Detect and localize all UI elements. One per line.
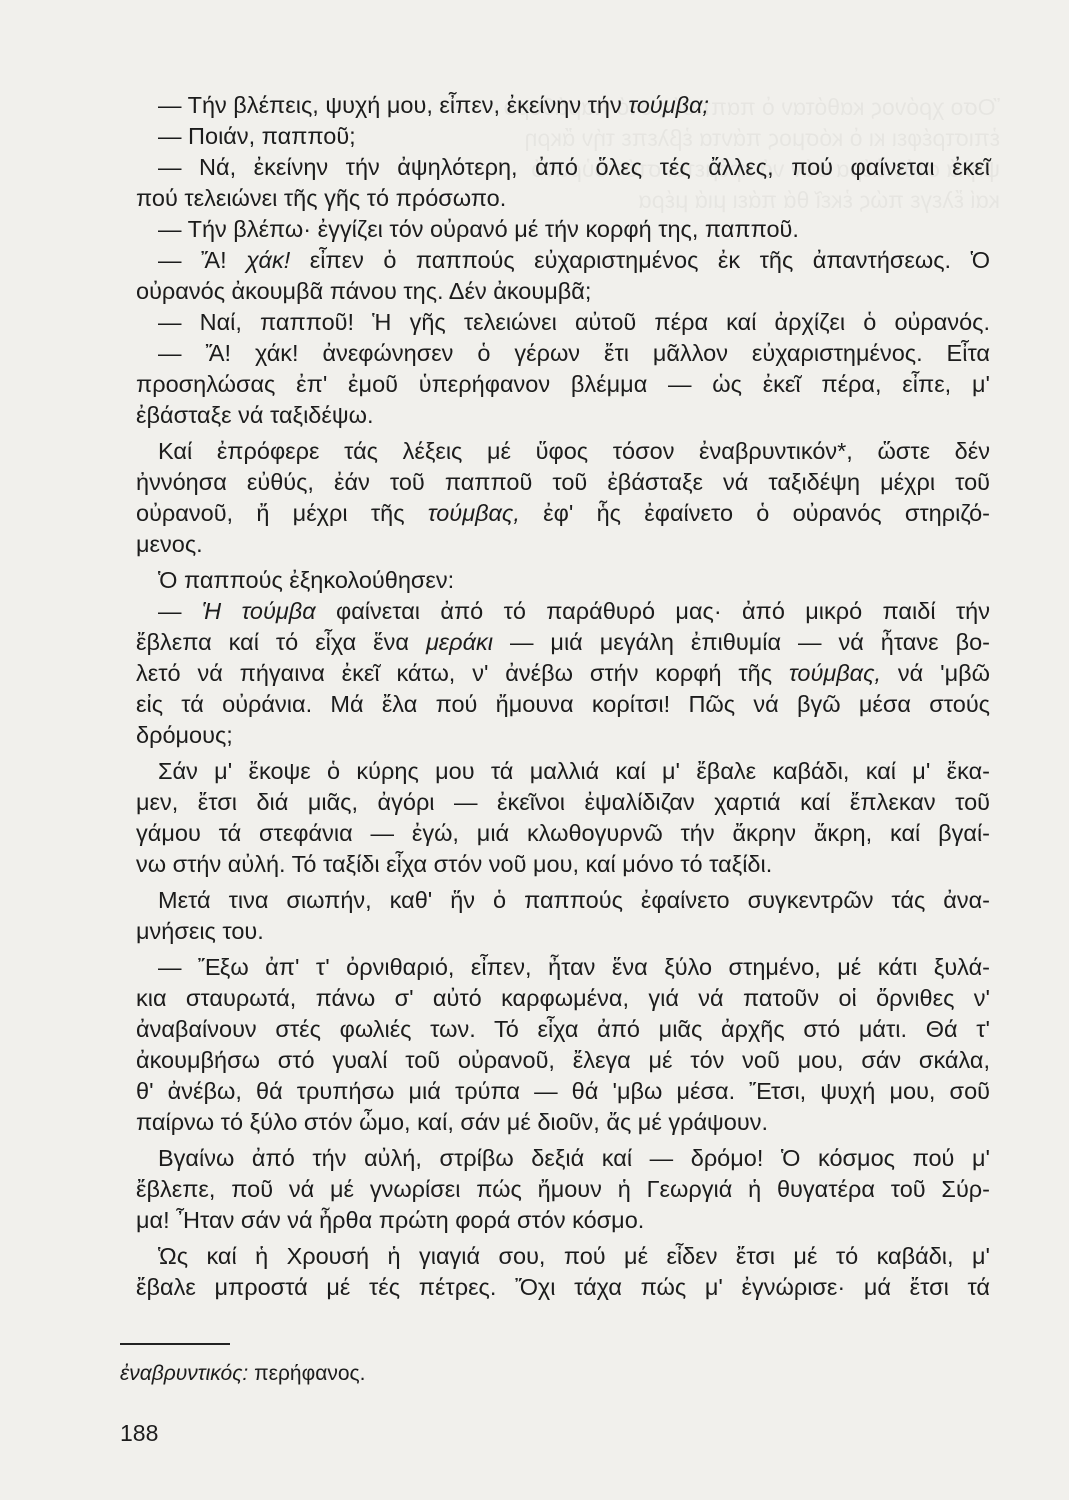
footnote-divider — [120, 1343, 230, 1345]
text-line — [136, 1272, 990, 1303]
text-line — [136, 276, 990, 307]
text-run: — Ἔξω ἀπ' τ' ὀρνιθαριό, εἶπεν, ἦταν ἕνα ξύλο στημένο, μέ κάτι ξυλά- — [158, 954, 990, 980]
text-run: — Νά, ἐκείνην τήν ἀψηλότερη, ἀπό ὅλες τές ἄλλες, πού φαίνεται ἐκεῖ — [158, 154, 990, 180]
text-run: δρόμους; — [136, 722, 233, 748]
text-run: εἶπεν ὁ παππούς εὐχαριστημένος ἐκ τῆς ἀπαντήσεως. Ὁ — [290, 247, 990, 273]
text-run: Ὡς καί ἡ Χρουσή ἡ γιαγιά σου, πού μέ εἶδεν ἔτσι μέ τό καβάδι, μ' — [158, 1243, 990, 1269]
text-line — [136, 1241, 990, 1272]
text-run: νω στήν αὐλή. Τό ταξίδι εἶχα στόν νοῦ μου, καί μόνο τό ταξίδι. — [136, 851, 773, 877]
text-line — [136, 121, 990, 152]
text-line — [136, 245, 990, 276]
text-run: ἔβλεπε, ποῦ νά μέ γνωρίσει πώς ἤμουν ἡ Γεωργιά ἡ θυγατέρα τοῦ Σύρ- — [136, 1176, 990, 1202]
text-line — [136, 720, 990, 751]
text-line — [136, 214, 990, 245]
text-run: Σάν μ' ἔκοψε ὁ κύρης μου τά μαλλιά καί μ' ἔβαλε καβάδι, καί μ' ἔκα- — [158, 758, 990, 784]
text-run: παίρνω τό ξύλο στόν ὦμο, καί, σάν μέ διοῦν, ἄς μέ γράψουν. — [136, 1109, 768, 1135]
text-line — [136, 1174, 990, 1205]
text-line — [136, 400, 990, 431]
text-run: — — [158, 598, 202, 624]
italic-text: Ἡ τούμβα — [201, 598, 316, 624]
text-line — [136, 90, 990, 121]
text-run: κια σταυρωτά, πάνω σ' αὐτό καρφωμένα, γιά νά πατοῦν οἱ ὄρνιθες ν' — [136, 985, 990, 1011]
text-line — [136, 1076, 990, 1107]
text-run: μεν, ἔτσι διά μιᾶς, ἀγόρι — ἐκεῖνοι ἐψαλίδιζαν χαρτιά καί ἔπλεκαν τοῦ — [136, 789, 990, 815]
text-run: ἀναβαίνουν στές φωλιές των. Τό εἶχα ἀπό μιᾶς ἀρχῆς στό μάτι. Θά τ' — [136, 1016, 990, 1042]
text-run: — μιά μεγάλη ἐπιθυμία — νά ἦτανε βο- — [492, 629, 990, 655]
text-run: προσηλώσας ἐπ' ἐμοῦ ὑπερήφανον βλέμμα — ὡς ἐκεῖ πέρα, εἶπε, μ' — [136, 371, 990, 397]
text-line — [136, 467, 990, 498]
text-line — [136, 1014, 990, 1045]
text-run: φαίνεται ἀπό τό παράθυρό μας· ἀπό μικρό παιδί τήν — [315, 598, 990, 624]
italic-text: ἐναβρυντικός: — [120, 1362, 249, 1385]
text-run: μενος. — [136, 531, 203, 557]
text-line — [136, 498, 990, 529]
text-run: μνήσεις του. — [136, 918, 264, 944]
text-run: λετό νά πήγαινα ἐκεῖ κάτω, ν' ἀνέβω στήν κορφή τῆς — [136, 660, 789, 686]
text-line — [136, 1143, 990, 1174]
text-line — [136, 787, 990, 818]
body-text — [136, 90, 990, 1303]
text-run: πού τελειώνει τῆς γῆς τό πρόσωπο. — [136, 185, 507, 211]
text-run: ἐφ' ἧς ἐφαίνετο ὁ οὐρανός στηριζό- — [519, 500, 990, 526]
text-line — [136, 529, 990, 560]
text-line — [136, 1205, 990, 1236]
text-run: περήφανος. — [248, 1362, 366, 1385]
text-run: — Ἄ! — [158, 247, 247, 273]
text-line — [136, 627, 990, 658]
text-run: — Τήν βλέπεις, ψυχή μου, εἶπεν, ἐκείνην τήν — [158, 92, 629, 118]
text-run: ἀκουμβήσω στό γυαλί τοῦ οὐρανοῦ, ἔλεγα μέ τόν νοῦ μου, σάν σκάλα, — [136, 1047, 990, 1073]
text-run: οὐρανοῦ, ἤ μέχρι τῆς — [136, 500, 428, 526]
text-line — [136, 152, 990, 183]
text-line — [136, 818, 990, 849]
text-run: ἠννόησα εὐθύς, ἐάν τοῦ παπποῦ τοῦ ἐβάσταξε νά ταξιδέψη μέχρι τοῦ — [136, 469, 990, 495]
text-run: νά 'μβῶ — [881, 660, 990, 686]
text-run: Βγαίνω ἀπό τήν αὐλή, στρίβω δεξιά καί — δρόμο! Ὁ κόσμος πού μ' — [158, 1145, 990, 1171]
text-line — [136, 983, 990, 1014]
italic-text: τούμβας, — [788, 660, 882, 686]
text-run: Ὁ παππούς ἐξηκολούθησεν: — [158, 567, 455, 593]
text-run: Μετά τινα σιωπήν, καθ' ἥν ὁ παππούς ἐφαίνετο συγκεντρῶν τάς ἀνα- — [158, 887, 990, 913]
text-line — [136, 307, 990, 338]
text-run: ἐβάσταξε νά ταξιδέψω. — [136, 402, 374, 428]
text-line — [136, 916, 990, 947]
text-run: θ' ἀνέβω, θά τρυπήσω μιά τρύπα — θά 'μβω μέσα. Ἔτσι, ψυχή μου, σοῦ — [136, 1078, 990, 1104]
text-run: ἔβλεπα καί τό εἶχα ἕνα — [136, 629, 426, 655]
text-run: — Τήν βλέπω· ἐγγίζει τόν οὐρανό μέ τήν κορφή της, παπποῦ. — [158, 216, 799, 242]
text-line — [136, 756, 990, 787]
text-run: Καί ἐπρόφερε τάς λέξεις μέ ὕφος τόσον ἐναβρυντικόν*, ὥστε δέν — [158, 438, 990, 464]
text-line — [136, 596, 990, 627]
text-line — [136, 952, 990, 983]
text-line — [136, 689, 990, 720]
text-line — [136, 183, 990, 214]
text-line — [136, 885, 990, 916]
text-line — [136, 1107, 990, 1138]
text-line — [136, 338, 990, 369]
text-run: εἰς τά οὐράνια. Μά ἔλα πού ἤμουνα κορίτσι! Πῶς νά βγῶ μέσα στούς — [136, 691, 990, 717]
text-run: οὐρανός ἀκουμβᾶ πάνου της. Δέν ἀκουμβᾶ; — [136, 278, 592, 304]
text-line — [136, 1045, 990, 1076]
text-run: — Ναί, παπποῦ! Ἡ γῆς τελειώνει αὐτοῦ πέρα καί ἀρχίζει ὁ οὐρανός. — [158, 309, 990, 335]
text-run: — Ἄ! χάκ! ἀνεφώνησεν ὁ γέρων ἔτι μᾶλλον εὐχαριστημένος. Εἶτα — [158, 340, 990, 366]
page-number: 188 — [120, 1420, 159, 1446]
text-run: μα! Ἦταν σάν νά ἦρθα πρώτη φορά στόν κόσμο. — [136, 1207, 645, 1233]
text-run: γάμου τά στεφάνια — ἐγώ, μιά κλωθογυρνῶ τήν ἄκρην ἄκρη, καί βγαί- — [136, 820, 990, 846]
italic-text: τούμβας, — [427, 500, 520, 526]
text-line — [136, 565, 990, 596]
text-run: ἔβαλε μπροστά μέ τές πέτρες. Ὄχι τάχα πώς μ' ἐγνώρισε· μά ἔτσι τά — [136, 1274, 990, 1300]
text-line — [136, 436, 990, 467]
text-run: — Ποιάν, παπποῦ; — [158, 123, 356, 149]
italic-text: τούμβα; — [628, 92, 709, 118]
text-line — [136, 658, 990, 689]
italic-text: μεράκι — [425, 629, 493, 655]
text-line — [136, 369, 990, 400]
footnote — [120, 1360, 365, 1388]
italic-text: χάκ! — [246, 247, 291, 273]
text-line — [136, 849, 990, 880]
